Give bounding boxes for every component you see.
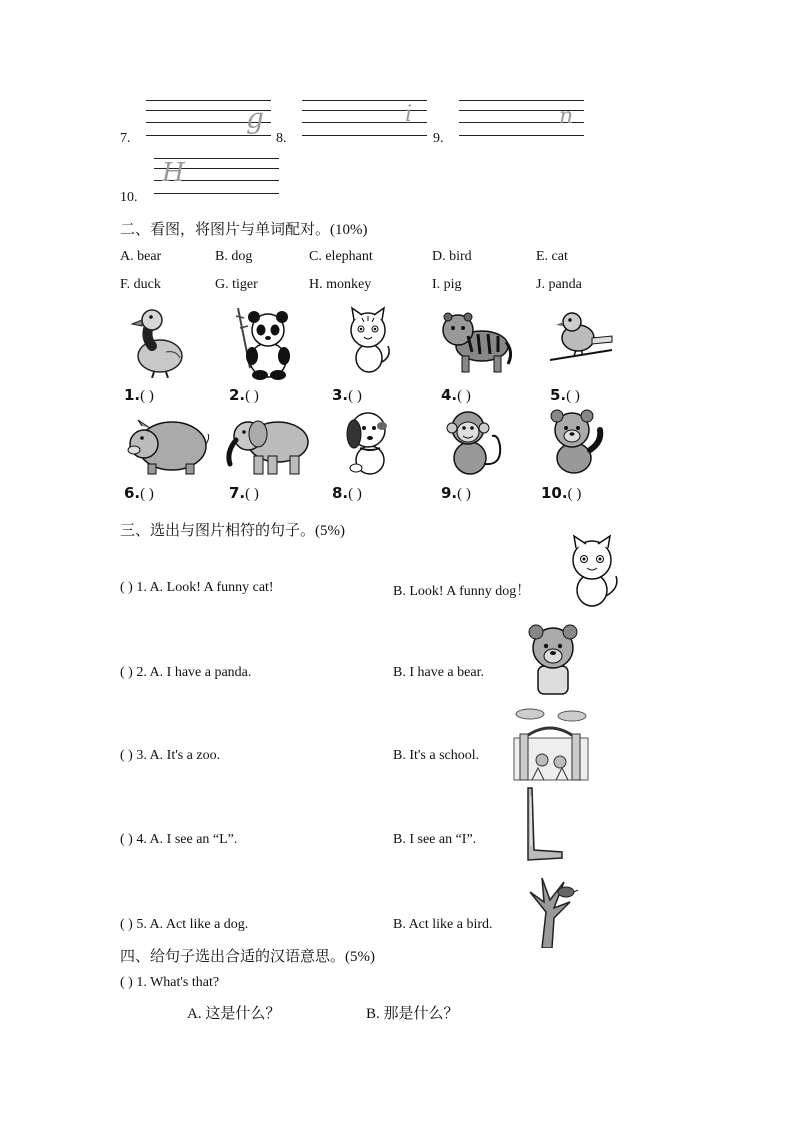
picture-label: 8.( ) <box>332 484 362 502</box>
word-option: C. elephant <box>309 249 373 264</box>
traced-letter: n <box>559 104 574 129</box>
cat-icon <box>560 534 622 610</box>
section-heading <box>120 945 375 966</box>
bird-icon <box>548 310 616 364</box>
heading-percent: (10%) <box>330 222 368 238</box>
option-b: B. I have a bear. <box>393 665 484 680</box>
item-number: 9. <box>433 131 444 146</box>
duck-icon <box>130 306 190 378</box>
item-number: 8. <box>276 131 287 146</box>
word-option: A. bear <box>120 249 162 264</box>
word-option: H. monkey <box>309 277 372 292</box>
letter-l-icon <box>522 786 568 864</box>
heading-text: 二、看图，将图片与单词配对。 <box>120 220 331 238</box>
writing-grid-8 <box>302 100 427 138</box>
picture-label: 3.( ) <box>332 386 362 404</box>
word-option: E. cat <box>536 249 568 264</box>
zoo-icon <box>512 708 590 782</box>
tree-bird-icon <box>520 872 580 948</box>
picture-label: 10.( ) <box>541 484 582 502</box>
bear-icon <box>526 622 580 698</box>
tiger-icon <box>438 308 512 376</box>
writing-grid-9 <box>459 100 584 138</box>
question-row: ( ) 3. A. It's a zoo. <box>120 748 221 763</box>
option-b: B. 那是什么？ <box>366 1006 459 1022</box>
traced-letter: H <box>162 158 185 188</box>
panda-icon <box>232 308 294 380</box>
pig-icon <box>124 418 210 476</box>
picture-label: 6.( ) <box>124 484 154 502</box>
picture-label: 4.( ) <box>441 386 471 404</box>
section-heading <box>120 519 345 540</box>
heading-percent: (5%) <box>345 949 376 965</box>
cat-icon <box>342 306 392 378</box>
writing-grid-7 <box>146 100 271 138</box>
word-option: B. dog <box>215 249 253 264</box>
picture-label: 7.( ) <box>229 484 259 502</box>
word-option: D. bird <box>432 249 472 264</box>
word-option: I. pig <box>432 277 462 292</box>
traced-letter: g <box>246 102 264 135</box>
option-a: A. 这是什么？ <box>187 1006 281 1022</box>
heading-text: 三、选出与图片相符的句子。 <box>120 521 316 539</box>
question-row: ( ) 4. A. I see an “L”. <box>120 832 238 847</box>
option-b: B. I see an “I”. <box>393 832 477 847</box>
picture-label: 1.( ) <box>124 386 154 404</box>
word-option: G. tiger <box>215 277 258 292</box>
word-option: J. panda <box>536 277 582 292</box>
picture-label: 5.( ) <box>550 386 580 404</box>
question-row: ( ) 5. A. Act like a dog. <box>120 917 249 932</box>
question-row: ( ) 1. A. Look! A funny cat! <box>120 580 274 595</box>
option-b: B. Look! A funny dog！ <box>393 584 531 599</box>
dog-icon <box>342 408 398 478</box>
heading-percent: (5%) <box>315 523 346 539</box>
writing-grid-10 <box>154 158 279 196</box>
picture-label: 2.( ) <box>229 386 259 404</box>
bear-icon <box>546 406 606 476</box>
word-option: F. duck <box>120 277 161 292</box>
item-number: 10. <box>120 190 138 205</box>
elephant-icon <box>224 416 312 476</box>
section-heading <box>120 218 368 239</box>
picture-label: 9.( ) <box>441 484 471 502</box>
item-number: 7. <box>120 131 131 146</box>
question-row: ( ) 1. What's that? <box>120 975 220 990</box>
option-b: B. It's a school. <box>393 748 480 763</box>
monkey-icon <box>440 406 506 478</box>
heading-text: 四、给句子选出合适的汉语意思。 <box>120 947 346 965</box>
option-b: B. Act like a bird. <box>393 917 493 932</box>
traced-letter: i <box>405 102 413 127</box>
question-row: ( ) 2. A. I have a panda. <box>120 665 252 680</box>
